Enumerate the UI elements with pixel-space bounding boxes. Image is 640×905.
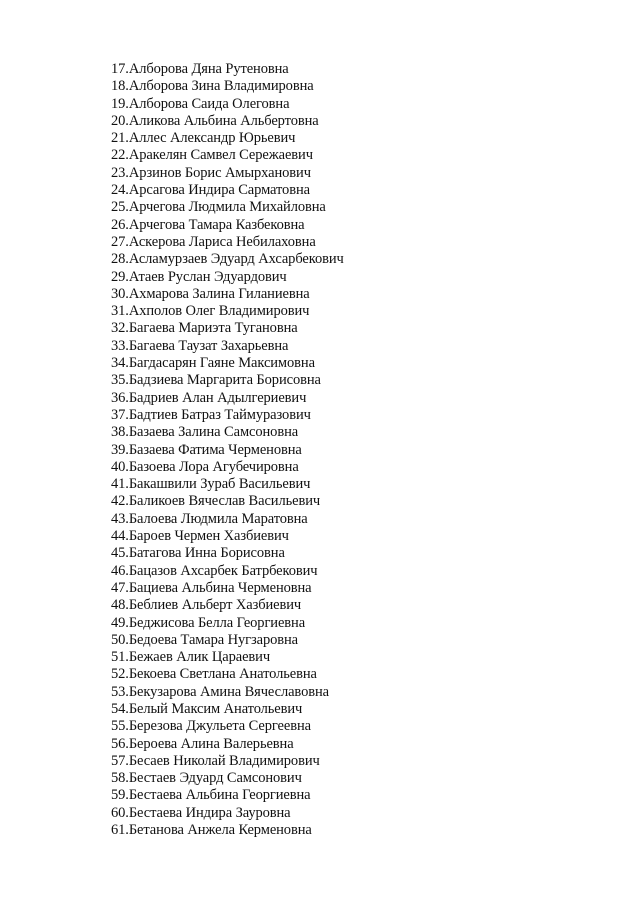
list-item: 47.Бациева Альбина Черменовна xyxy=(111,579,312,596)
list-item: 23.Арзинов Борис Амырханович xyxy=(111,164,311,181)
list-item: 37.Бадтиев Батраз Таймуразович xyxy=(111,406,311,423)
list-item: 18.Алборова Зина Владимировна xyxy=(111,78,314,95)
list-item: 50.Бедоева Тамара Нугзаровна xyxy=(111,631,298,648)
list-item: 34.Багдасарян Гаяне Максимовна xyxy=(111,355,315,372)
list-item: 20.Аликова Альбина Альбертовна xyxy=(111,112,319,129)
list-item: 51.Бежаев Алик Цараевич xyxy=(111,649,271,666)
list-item: 19.Алборова Саида Олеговна xyxy=(111,95,290,112)
list-item: 32.Багаева Мариэта Тугановна xyxy=(111,320,298,337)
list-item: 58.Бестаев Эдуард Самсонович xyxy=(111,770,302,787)
list-item: 25.Арчегова Людмила Михайловна xyxy=(111,199,326,216)
list-item: 41.Бакашвили Зураб Васильевич xyxy=(111,476,311,493)
list-item: 26.Арчегова Тамара Казбековна xyxy=(111,216,305,233)
list-item: 61.Бетанова Анжела Керменовна xyxy=(111,822,312,839)
list-item: 52.Бекоева Светлана Анатольевна xyxy=(111,666,317,683)
list-item: 59.Бестаева Альбина Георгиевна xyxy=(111,787,311,804)
list-item: 57.Бесаев Николай Владимирович xyxy=(111,752,320,769)
list-item: 38.Базаева Залина Самсоновна xyxy=(111,424,299,441)
list-item: 42.Баликоев Вячеслав Васильевич xyxy=(111,493,321,510)
list-item: 48.Беблиев Альберт Хазбиевич xyxy=(111,597,302,614)
list-item: 49.Беджисова Белла Георгиевна xyxy=(111,614,306,631)
list-item: 56.Бероева Алина Валерьевна xyxy=(111,735,294,752)
list-item: 24.Арсагова Индира Сарматовна xyxy=(111,182,310,199)
list-item: 36.Бадриев Алан Адылгериевич xyxy=(111,389,307,406)
list-item: 31.Ахполов Олег Владимирович xyxy=(111,303,310,320)
list-item: 30.Ахмарова Залина Гиланиевна xyxy=(111,285,310,302)
list-item: 27.Аскерова Лариса Небилаховна xyxy=(111,233,316,250)
list-item: 55.Березова Джульета Сергеевна xyxy=(111,718,311,735)
list-item: 33.Багаева Таузат Захарьевна xyxy=(111,337,289,354)
list-item: 43.Балоева Людмила Маратовна xyxy=(111,510,308,527)
list-item: 46.Бацазов Ахсарбек Батрбекович xyxy=(111,562,318,579)
list-item: 45.Батагова Инна Борисовна xyxy=(111,545,285,562)
list-item: 17.Алборова Дяна Рутеновна xyxy=(111,61,289,77)
list-item: 39.Базаева Фатима Черменовна xyxy=(111,441,302,458)
list-item: 29.Атаев Руслан Эдуардович xyxy=(111,268,287,285)
name-list xyxy=(111,61,344,839)
list-item: 35.Бадзиева Маргарита Борисовна xyxy=(111,372,321,389)
list-item: 40.Базоева Лора Агубечировна xyxy=(111,458,299,475)
list-item: 22.Аракелян Самвел Сережаевич xyxy=(111,147,313,164)
list-item: 53.Бекузарова Амина Вячеславовна xyxy=(111,683,329,700)
list-item: 28.Асламурзаев Эдуард Ахсарбекович xyxy=(111,251,344,268)
list-item: 21.Аллес Александр Юрьевич xyxy=(111,130,296,147)
list-item: 54.Белый Максим Анатольевич xyxy=(111,700,303,717)
list-item: 60.Бестаева Индира Зауровна xyxy=(111,804,291,821)
list-item: 44.Бароев Чермен Хазбиевич xyxy=(111,528,289,545)
